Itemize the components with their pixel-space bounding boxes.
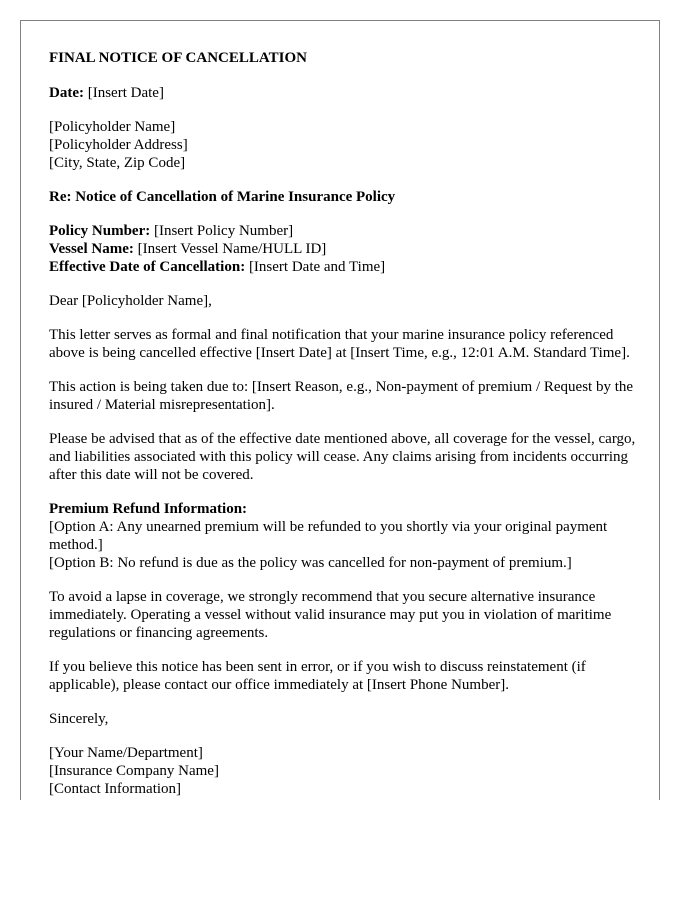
signature-name: [Your Name/Department] [49, 745, 203, 761]
policy-details [49, 222, 639, 276]
salutation: Dear [Policyholder Name], [49, 293, 212, 309]
address-line-street: [Policyholder Address] [49, 137, 188, 153]
effective-date-label: Effective Date of Cancellation: [49, 259, 246, 275]
paragraph-reason: This action is being taken due to: [Insert Reason, e.g., Non-payment of premium / Request by the insured / Material misrepresentation]. [49, 379, 634, 413]
refund-option-b: [Option B: No refund is due as the policy was cancelled for non-payment of premium.] [49, 555, 572, 571]
date-line [49, 84, 639, 102]
vessel-name-value: [Insert Vessel Name/HULL ID] [137, 241, 327, 257]
vessel-name-line [49, 240, 639, 258]
refund-section [49, 500, 639, 572]
refund-option-a: [Option A: Any unearned premium will be refunded to you shortly via your original payment method.] [49, 519, 608, 553]
letter-content [49, 49, 639, 800]
paragraph-notification: This letter serves as formal and final notification that your marine insurance policy referenced above is being cancelled effective [Insert Date] at [Insert Time, e.g., 12:01 A.M. Standard Time]. [49, 327, 630, 361]
date-value: [Insert Date] [87, 85, 164, 101]
address-line-city: [City, State, Zip Code] [49, 155, 186, 171]
refund-heading: Premium Refund Information: [49, 501, 248, 517]
signature-block [49, 744, 639, 798]
vessel-name-label: Vessel Name: [49, 241, 134, 257]
policy-number-line [49, 222, 639, 240]
letter-page [20, 20, 660, 800]
subject-line: Re: Notice of Cancellation of Marine Insurance Policy [49, 189, 396, 205]
paragraph-recommendation: To avoid a lapse in coverage, we strongly recommend that you secure alternative insurance immediately. Operating a vessel without valid insurance may put you in violation of maritime regulations or financing agreements. [49, 589, 612, 641]
paragraph-contact: If you believe this notice has been sent in error, or if you wish to discuss reinstatement (if applicable), please contact our office immediately at [Insert Phone Number]. [49, 659, 586, 693]
closing: Sincerely, [49, 711, 109, 727]
policy-number-label: Policy Number: [49, 223, 151, 239]
signature-contact: [Contact Information] [49, 781, 182, 797]
recipient-address [49, 118, 639, 172]
letter-heading: FINAL NOTICE OF CANCELLATION [49, 50, 307, 66]
effective-date-line [49, 258, 639, 276]
signature-company: [Insurance Company Name] [49, 763, 219, 779]
date-label: Date: [49, 85, 84, 101]
effective-date-value: [Insert Date and Time] [248, 259, 386, 275]
paragraph-coverage-cease: Please be advised that as of the effective date mentioned above, all coverage for the vessel, cargo, and liabilities associated with this policy will cease. Any claims arising from incidents occurring after this date will not be covered. [49, 431, 636, 483]
address-line-name: [Policyholder Name] [49, 119, 176, 135]
policy-number-value: [Insert Policy Number] [153, 223, 294, 239]
